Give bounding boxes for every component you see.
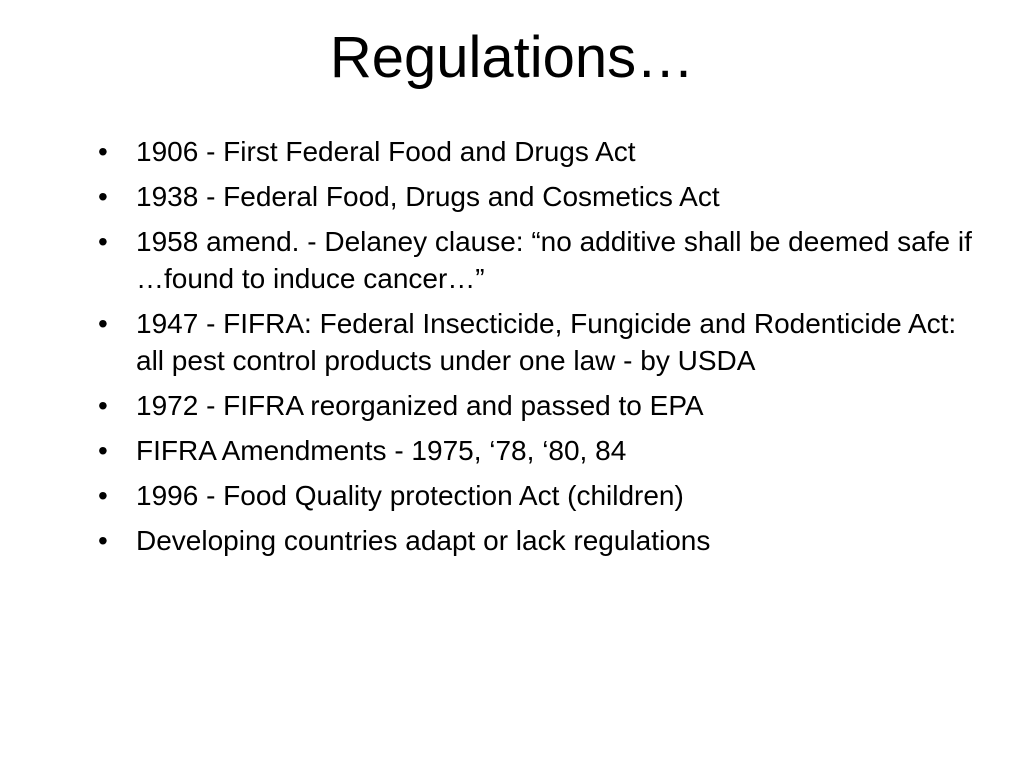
bullet-marker: • [98, 308, 108, 339]
bullet-text: 1938 - Federal Food, Drugs and Cosmetics Act [136, 181, 720, 212]
bullet-text: Developing countries adapt or lack regulations [136, 525, 711, 556]
bullet-item [98, 477, 988, 514]
bullet-text: 1972 - FIFRA reorganized and passed to EPA [136, 390, 704, 421]
bullet-text: 1958 amend. - Delaney clause: “no additive shall be deemed safe if …found to induce cancer…” [136, 226, 972, 294]
bullet-text: 1996 - Food Quality protection Act (children) [136, 480, 684, 511]
bullet-marker: • [98, 480, 108, 511]
bullet-text: 1947 - FIFRA: Federal Insecticide, Fungicide and Rodenticide Act: all pest control products under one law - by USDA [136, 308, 957, 376]
bullet-item [98, 305, 988, 379]
bullet-item [98, 432, 988, 469]
bullet-marker: • [98, 435, 108, 466]
bullet-marker: • [98, 226, 108, 257]
bullet-marker: • [98, 390, 108, 421]
bullet-marker: • [98, 181, 108, 212]
bullet-marker: • [98, 525, 108, 556]
bullet-item [98, 223, 988, 297]
bullet-text: FIFRA Amendments - 1975, ‘78, ‘80, 84 [136, 435, 627, 466]
bullet-item [98, 387, 988, 424]
bullet-item [98, 178, 988, 215]
bullet-list [98, 133, 988, 567]
bullet-marker: • [98, 136, 108, 167]
bullet-item [98, 522, 988, 559]
slide-title: Regulations… [329, 25, 695, 90]
bullet-text: 1906 - First Federal Food and Drugs Act [136, 136, 636, 167]
bullet-item [98, 133, 988, 170]
